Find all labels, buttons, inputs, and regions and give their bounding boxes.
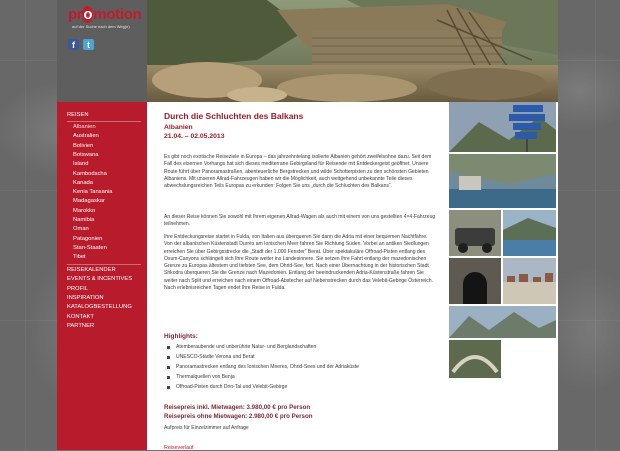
facebook-icon[interactable]: f (68, 39, 79, 50)
nav-country-item[interactable]: Stan-Staaten (73, 244, 107, 251)
photo-gallery (447, 102, 558, 450)
jeep-illustration (449, 210, 501, 256)
highlight-text: UNESCO-Städte Verona und Berat (176, 354, 255, 360)
page-title: Durch die Schluchten des Balkans (164, 111, 304, 121)
highlight-text: Panoramastrecken entlang des Ionischen Meeres, Ohrid-Sees und der Adriaküste (176, 364, 359, 370)
signpost-illustration (449, 102, 556, 152)
nav-country-item[interactable]: Marokko (73, 207, 96, 214)
nav-main-item[interactable]: KONTAKT (67, 313, 94, 320)
highlight-item (164, 372, 434, 382)
nav-country-item[interactable]: Kambodscha (73, 170, 107, 177)
article-content (147, 102, 447, 450)
highlight-text: Thermalquellen von Benja (176, 374, 235, 380)
article-paragraph: An dieser Reise können Sie sowohl mit Ihrem eigenen Allrad-Wagen als auch mit einem von uns gestellten 4×4-Fahrzeug teilnehmen. (164, 214, 436, 228)
nav-country-item[interactable]: Australien (73, 133, 99, 140)
map-grid-line (25, 0, 26, 450)
nav-country-item[interactable]: Madagaskar (73, 198, 105, 205)
article-dates: 21.04. – 02.05.2013 (164, 133, 225, 140)
nav-country-item[interactable]: Tibet (73, 254, 86, 261)
nav-main-item[interactable]: PARTNER (67, 322, 95, 329)
bridge-illustration (449, 340, 501, 378)
left-column (57, 0, 147, 450)
logo-area (57, 0, 147, 102)
gallery-photo-river[interactable] (449, 154, 556, 208)
gallery-photo-mountains[interactable] (449, 306, 556, 338)
brand-logo[interactable]: promotion (68, 6, 142, 23)
nav-country-item[interactable]: Patagonien (73, 235, 103, 242)
nav-country-item[interactable]: Kanada (73, 179, 93, 186)
nav-divider (67, 121, 141, 122)
price-note: Aufpreis für Einzelzimmer auf Anfrage (164, 425, 249, 431)
highlights-list (164, 342, 434, 392)
nav-item-reisen[interactable]: REISEN (67, 112, 89, 118)
nav-country-item[interactable]: Namibia (73, 217, 95, 223)
gallery-photo-town[interactable] (503, 258, 556, 304)
price-without-rental: Reisepreis ohne Mietwagen: 2.980,00 € pro Person (164, 413, 313, 420)
tunnel-illustration (449, 258, 501, 304)
nav-main-item[interactable]: PROFIL (67, 285, 88, 292)
highlight-text: Atemberaubende und unberührte Natur- und Berglandschaften (176, 344, 317, 350)
nav-country-item[interactable]: Botswana (73, 151, 99, 158)
hero-image (147, 0, 558, 102)
brand-tagline: auf der Suche nach dem Weg(e) (72, 24, 130, 29)
highlight-text: Offroad-Pisten durch Drin-Tal und Velebit-Gebirge (176, 384, 288, 390)
nav-country-item[interactable]: Bolivien (73, 142, 94, 149)
town-illustration (503, 258, 556, 304)
nav-main-item[interactable]: REISEKALENDER (67, 267, 116, 273)
bullet-icon (167, 346, 170, 349)
gallery-photo-signpost[interactable] (449, 102, 556, 152)
mountains-illustration (449, 306, 556, 338)
nav-divider (67, 264, 141, 265)
gallery-photo-jeep[interactable] (449, 210, 501, 256)
bullet-icon (167, 386, 170, 389)
itinerary-link[interactable]: Reiseverlauf (164, 445, 194, 451)
highlight-item (164, 382, 434, 392)
bullet-icon (167, 376, 170, 379)
gallery-photo-lake[interactable] (503, 210, 556, 256)
nav-country-item[interactable]: Island (73, 161, 89, 168)
nav-country-item[interactable]: Albanien (73, 124, 96, 130)
map-grid-line (595, 0, 596, 450)
river-illustration (449, 154, 556, 208)
highlights-heading: Highlights: (164, 333, 198, 340)
article-paragraph: Es gibt noch exotische Reiseziele in Europa – das jahrzehntelang isolierte Albanien gehört zweifelsohne dazu. Seit dem Fall des eisernen Vorhangs hat sich dieses mediterrane Gebirgsland für Reisende mit Entdeckergeist geöffnet. Unsere Route führt über Panoramastraßen, abenteuerliche Bergstrecken und wilde Schotterpisten zu den schönsten Gebieten Albaniens. Mit unseren Allrad-Fahrzeugen haben wir die Möglichkeit, auch weitgehend unbekannte Teile dieses abwechslungsreichen Teils Europas zu erkunden: Folgen Sie uns „durch die Schluchten des Balkans“. (164, 154, 432, 190)
bullet-icon (167, 366, 170, 369)
nav-main-item[interactable]: INSPIRATION (67, 294, 104, 301)
hero-landscape-illustration (147, 0, 558, 102)
gallery-photo-tunnel[interactable] (449, 258, 501, 304)
gallery-photo-bridge[interactable] (449, 340, 501, 378)
main-navigation (57, 102, 147, 450)
bullet-icon (167, 356, 170, 359)
nav-country-item[interactable]: Oman (73, 226, 89, 233)
twitter-icon[interactable]: t (83, 39, 94, 50)
nav-country-item[interactable]: Kenia Tansania (73, 189, 113, 196)
highlight-item (164, 362, 434, 372)
highlight-item (164, 352, 434, 362)
lake-illustration (503, 210, 556, 256)
article-paragraph: Ihre Entdeckungsreise startet in Fulda, von Italien aus überqueren Sie dann die Adria mit einer bequemen Nachtfähre. Von der albanischen Küstenstadt Durrës am Ionischen Meer fahren Sie Richtung Süden. Vorbei an antiken Siedlungen erreichen Sie über Gebirgsstrecke die „Stadt der 1.000 Fenster“ Berat. Über spektakuläre Offroad-Pisten entlang des Osum-Canyons schlängelt sich Ihre Route weiter ins Landesinnere. Sie setzen Ihre Fahrt entlang der mazedonischen Grenze zu Europas ältestem und tiefsten See, dem Ohrid-See, fort. Nach einer Übernachtung in der historischen Stadt Shkodra überqueren Sie die Grenze nach Mazedonien. Entlang der beeindruckenden Adria-Küstenstraße fahren Sie weiter nach Split und erreichen nach einem Offroad-Abstecher auf Nebenstrecken durch das Velebit-Gebirge Österreich. Nach erlebnisreichen Tagen endet Ihre Reise in Fulda. (164, 234, 433, 292)
price-with-rental: Reisepreis inkl. Mietwagen: 3.980,00 € pro Person (164, 404, 311, 411)
nav-main-item[interactable]: KATALOGBESTELLUNG (67, 304, 132, 311)
article-country: Albanien (164, 124, 193, 131)
nav-main-item[interactable]: EVENTS & INCENTIVES (67, 276, 133, 283)
highlight-item (164, 342, 434, 352)
